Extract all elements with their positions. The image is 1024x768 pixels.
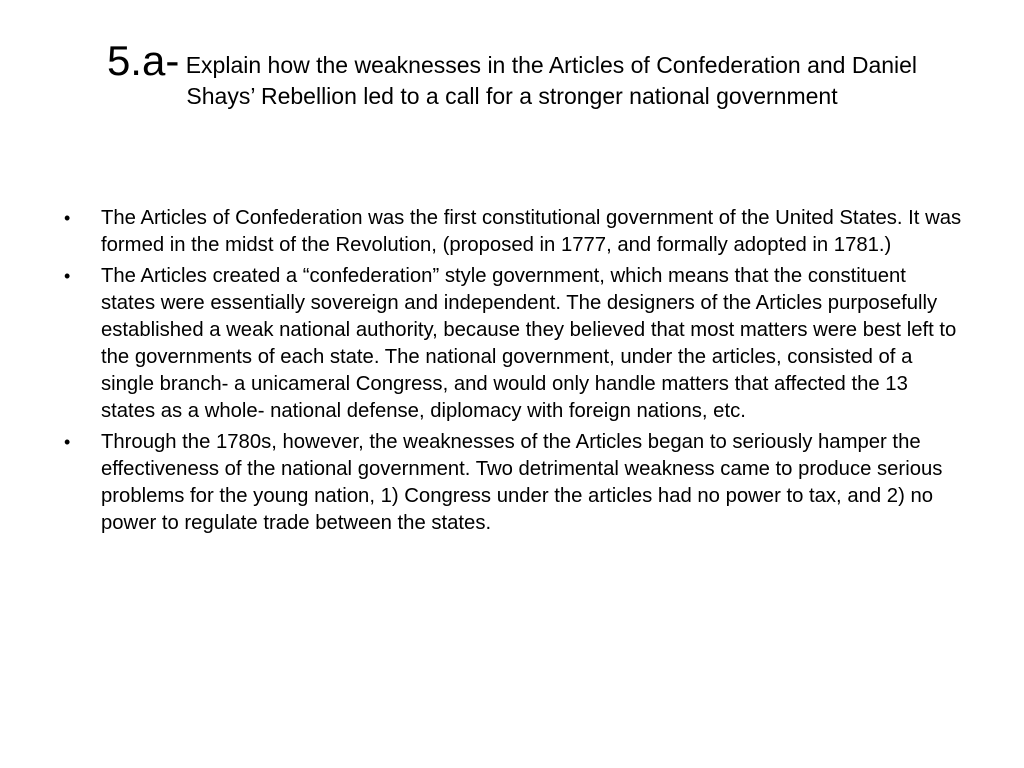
slide-title — [70, 37, 954, 111]
bullet-text: The Articles created a “confederation” style government, which means that the constituent states were essentially sovereign and independent. The designers of the Articles purposefully established a weak national authority, because they believed that most matters were best left to the governments of each state. The national government, under the articles, consisted of a single branch- a unicameral Congress, and would only handle matters that affected the 13 states as a whole- national defense, diplomacy with foreign nations, etc. — [101, 265, 957, 422]
slide-content — [60, 205, 965, 541]
bullet-dot-icon: • — [64, 432, 71, 452]
bullet-item — [60, 263, 965, 425]
slide-title-number: 5.a- — [106, 37, 180, 84]
bullet-dot-icon: • — [64, 266, 71, 286]
bullet-text: Through the 1780s, however, the weaknesses of the Articles began to seriously hamper the effectiveness of the national government. Two detrimental weakness came to produce serious problems for the young nation, 1) Congress under the articles had no power to tax, and 2) no power to regulate trade between the states. — [101, 431, 943, 534]
bullet-dot-icon: • — [64, 208, 71, 228]
bullet-item — [60, 205, 965, 259]
bullet-item — [60, 429, 965, 537]
slide-title-text: Explain how the weaknesses in the Articles of Confederation and Daniel Shays’ Rebellion led to a call for a stronger national government — [185, 52, 918, 109]
bullet-list — [60, 205, 965, 537]
bullet-text: The Articles of Confederation was the first constitutional government of the United States. It was formed in the midst of the Revolution, (proposed in 1777, and formally adopted in 1781.) — [101, 207, 962, 256]
